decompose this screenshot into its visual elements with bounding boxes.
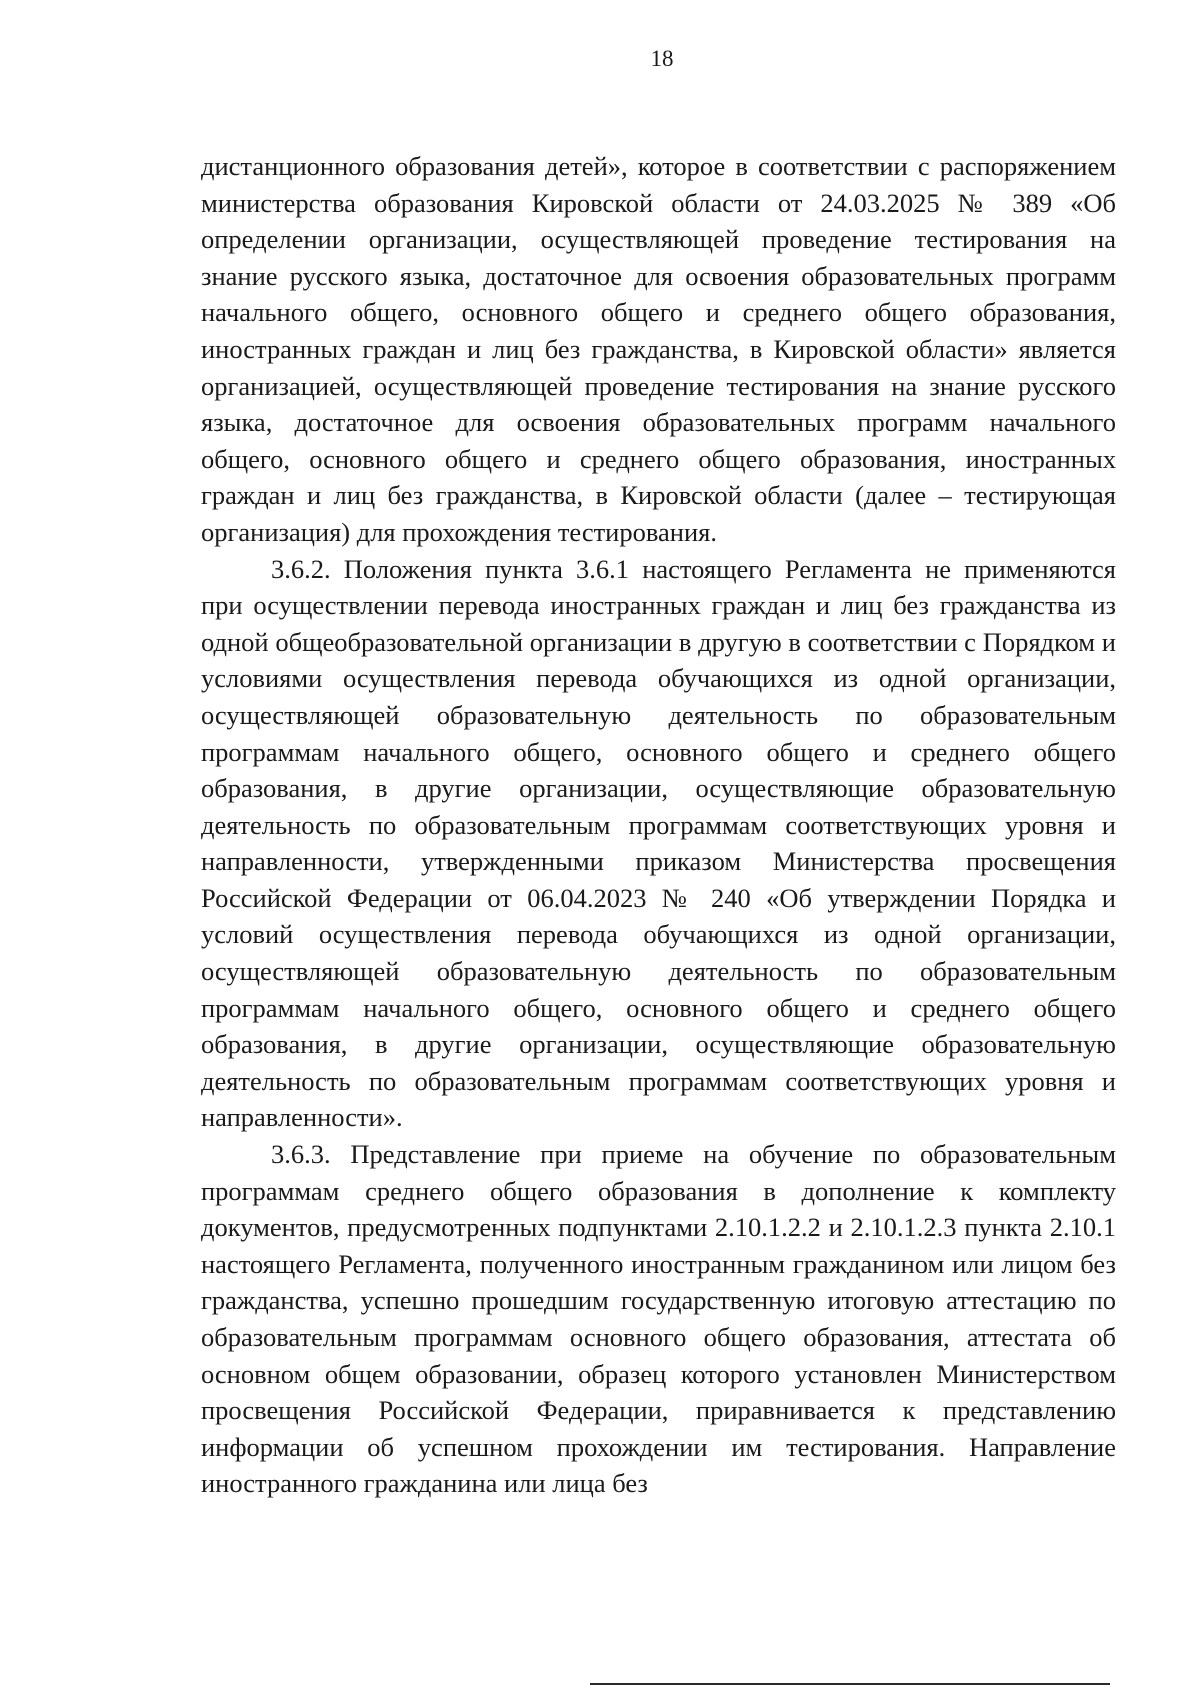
- document-body: [201, 148, 1116, 1502]
- paragraph-3-6-3: 3.6.3. Представление при приеме на обучение по образовательным программам среднего общего образования в дополнение к комплекту документов, предусмотренных подпунктами 2.10.1.2.2 и 2.10.1.2.3 пункта 2.10.1 настоящего Регламента, полученного иностранным гражданином или лицом без гражданства, успешно прошедшим государственную итоговую аттестацию по образовательным программам основного общего образования, аттестата об основном общем образовании, образец которого установлен Министерством просвещения Российской Федерации, приравнивается к представлению информации об успешном прохождении им тестирования. Направление иностранного гражданина или лица без: [201, 1139, 1116, 1499]
- paragraph-3-6-2: 3.6.2. Положения пункта 3.6.1 настоящего Регламента не применяются при осуществлении перевода иностранных граждан и лиц без гражданства из одной общеобразовательной организации в другую в соответствии с Порядком и условиями осуществления перевода обучающихся из одной организации, осуществляющей образовательную деятельность по образовательным программам начального общего, основного общего и среднего общего образования, в другие организации, осуществляющие образовательную деятельность по образовательным программам соответствующих уровня и направленности, утвержденными приказом Министерства просвещения Российской Федерации от 06.04.2023 № 240 «Об утверждении Порядка и условий осуществления перевода обучающихся из одной организации, осуществляющей образовательную деятельность по образовательным программам начального общего, основного общего и среднего общего образования, в другие организации, осуществляющие образовательную деятельность по образовательным программам соответствующих уровня и направленности».: [201, 553, 1116, 1133]
- page-bottom-edge: [590, 1683, 1110, 1685]
- paragraph-continuation: дистанционного образования детей», которое в соответствии с распоряжением министерства образования Кировской области от 24.03.2025 № 389 «Об определении организации, осуществляющей проведение тестирования на знание русского языка, достаточное для освоения образовательных программ начального общего, основного общего и среднего общего образования, иностранных граждан и лиц без гражданства, в Кировской области» является организацией, осуществляющей проведение тестирования на знание русского языка, достаточное для освоения образовательных программ начального общего, основного общего и среднего общего образования, иностранных граждан и лиц без гражданства, в Кировской области (далее – тестирующая организация) для прохождения тестирования.: [201, 151, 1116, 547]
- page-number: 18: [650, 46, 674, 71]
